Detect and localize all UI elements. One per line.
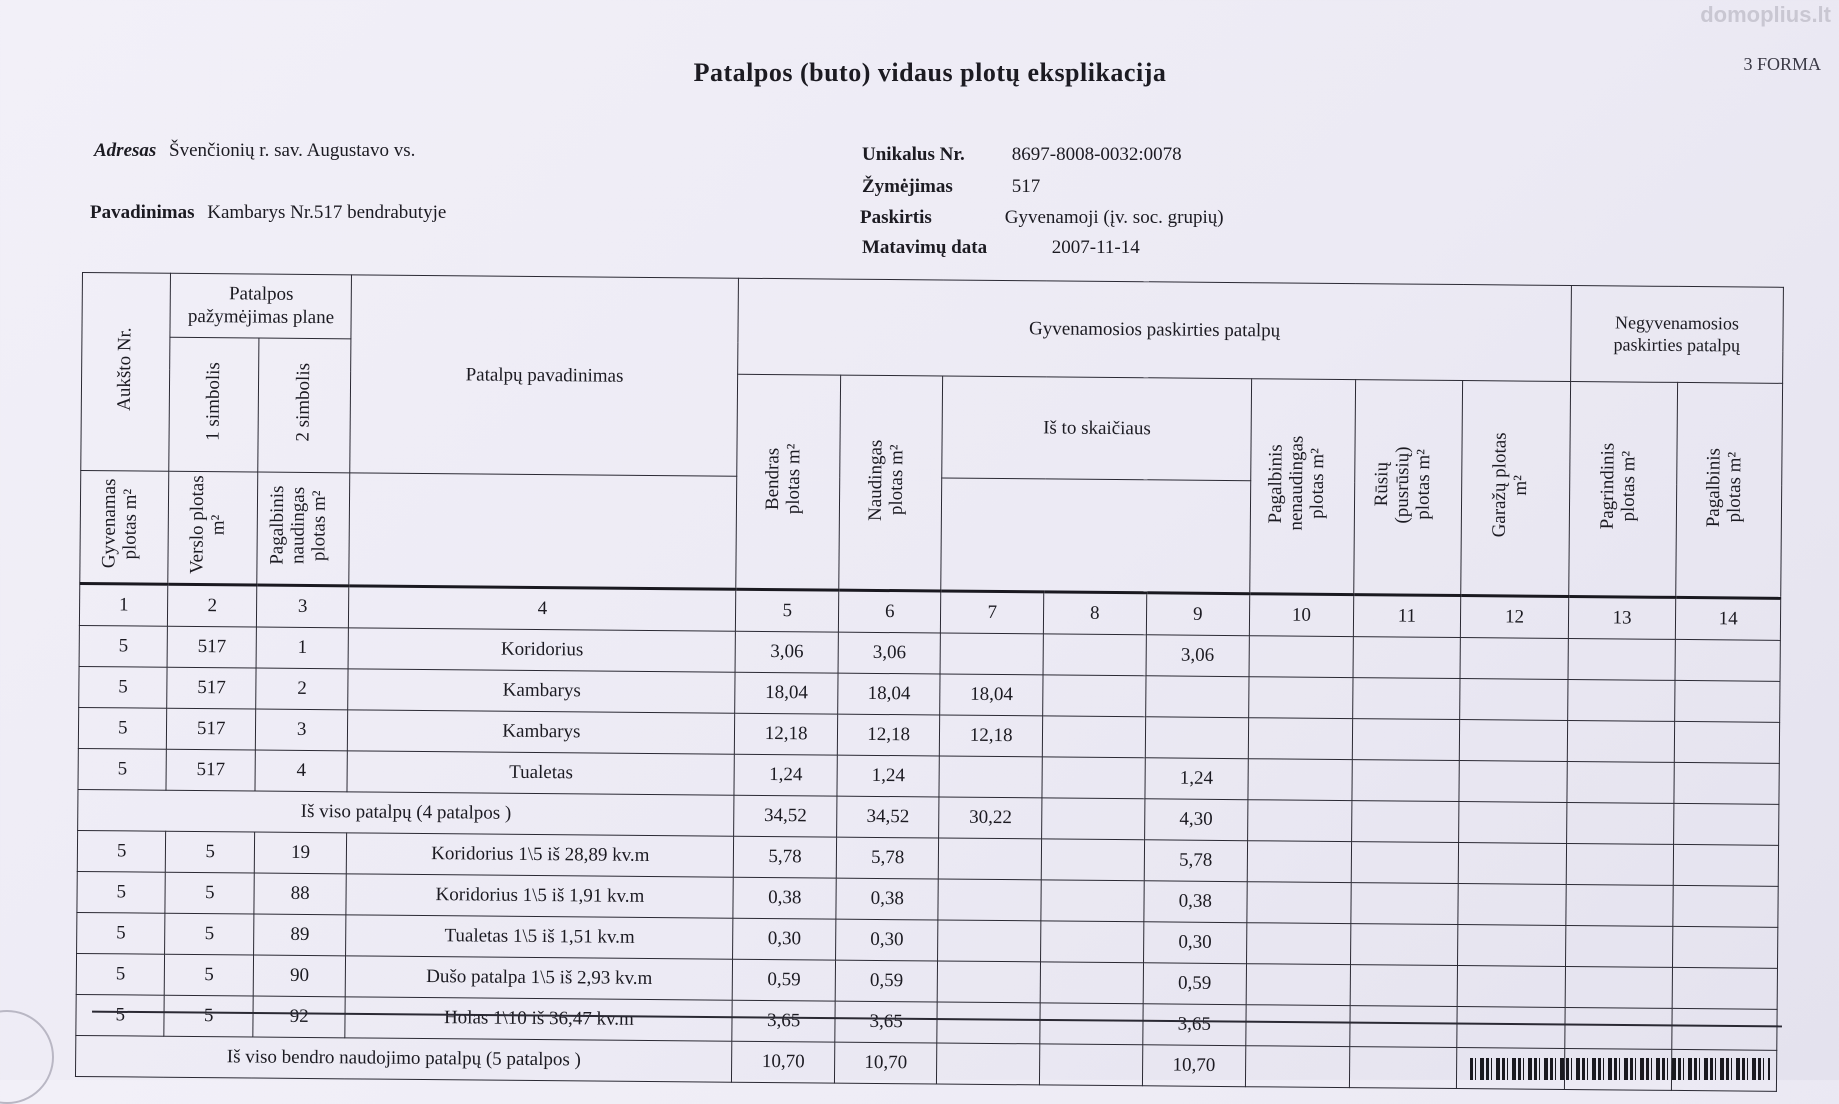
header-aux-useful: Pagalbinis naudingas plotas m² — [257, 472, 350, 586]
cell-symbol2: 90 — [253, 955, 346, 997]
cell-empty — [1246, 1005, 1350, 1047]
cell-empty — [1041, 839, 1144, 881]
marking-value: 517 — [1011, 176, 1041, 197]
cell-symbol1: 5 — [166, 831, 255, 873]
marking-label: Žymėjimas — [862, 176, 953, 197]
cell-symbol1: 5 — [165, 913, 254, 955]
cell-empty — [1245, 1046, 1349, 1088]
col-number: 7 — [941, 591, 1044, 634]
cell-empty — [1673, 926, 1778, 968]
cell-room-name: Kambarys — [348, 669, 735, 713]
cell-empty — [1567, 679, 1675, 721]
cell-symbol2: 92 — [253, 996, 346, 1038]
cell-useful: 18,04 — [838, 673, 941, 715]
cell-empty — [1042, 798, 1145, 840]
cell-symbol1: 517 — [166, 749, 255, 791]
cell-room-name: Koridorius 1\5 iš 1,91 kv.m — [346, 874, 733, 918]
header-basement: Rūsių (pusrūsių) plotas m² — [1353, 380, 1462, 596]
explication-table — [75, 272, 1784, 1092]
cell-living: 18,04 — [940, 674, 1043, 716]
cell-symbol1: 5 — [165, 954, 254, 996]
cell-useful: 1,24 — [837, 755, 940, 797]
cell-empty — [1042, 716, 1145, 758]
cell-empty — [1249, 636, 1353, 678]
cell-living — [938, 961, 1041, 1003]
cell-empty — [1674, 803, 1779, 845]
cell-empty — [1349, 1047, 1457, 1089]
document-title: Patalpos (buto) vidaus plotų eksplikacija — [693, 58, 1167, 87]
col-number: 8 — [1043, 592, 1146, 635]
header-total-area: Bendras plotas m² — [736, 374, 840, 590]
cell-aux-useful: 3,65 — [1142, 1004, 1246, 1046]
cell-empty — [1565, 1007, 1673, 1049]
cell-floor: 5 — [77, 912, 166, 954]
cell-symbol2: 3 — [255, 709, 348, 751]
cell-empty — [1567, 720, 1675, 762]
cell-floor: 5 — [79, 625, 168, 667]
cell-symbol2: 89 — [253, 914, 346, 956]
header-aux-area: Pagalbinis plotas m² — [1676, 382, 1783, 598]
header-business-area: Verslo plotas m² — [168, 471, 257, 585]
cell-empty — [1350, 965, 1458, 1007]
cell-floor: 5 — [77, 830, 166, 872]
cell-empty — [1459, 720, 1567, 762]
cell-empty — [1246, 964, 1350, 1006]
cell-symbol2: 1 — [256, 627, 349, 669]
cell-empty — [1459, 802, 1567, 844]
cell-living — [937, 1002, 1040, 1044]
col-number: 10 — [1249, 594, 1353, 637]
cell-floor: 5 — [78, 748, 167, 790]
address-label: Adresas — [94, 140, 157, 161]
cell-empty — [1460, 679, 1568, 721]
cell-living — [939, 838, 1042, 880]
cell-empty — [1458, 884, 1566, 926]
name-label: Pavadinimas — [90, 202, 195, 223]
cell-aux-useful — [1145, 676, 1249, 718]
cell-empty — [1349, 1006, 1457, 1048]
cell-room-name: Koridorius 1\5 iš 28,89 kv.m — [347, 833, 734, 877]
cell-room-name: Dušo patalpa 1\5 iš 2,93 kv.m — [346, 956, 733, 1000]
cell-empty — [1043, 675, 1146, 717]
cell-empty — [1042, 757, 1145, 799]
cell-aux-useful: 0,59 — [1143, 963, 1247, 1005]
cell-total: 0,38 — [733, 877, 836, 919]
cell-empty — [1565, 966, 1673, 1008]
stamp-icon — [0, 1010, 54, 1104]
cell-living — [939, 756, 1042, 798]
cell-empty — [1565, 925, 1673, 967]
cell-useful: 3,65 — [835, 1001, 938, 1043]
header-garage: Garažų plotas m² — [1461, 381, 1570, 597]
cell-useful: 0,30 — [835, 919, 938, 961]
cell-empty — [1566, 884, 1674, 926]
header-symbol1: 1 simbolis — [169, 337, 259, 472]
cell-empty — [1351, 842, 1459, 884]
cell-useful: 0,38 — [836, 878, 939, 920]
cell-empty — [1247, 841, 1351, 883]
header-floor: Aukšto Nr. — [81, 273, 171, 472]
cell-empty — [1353, 637, 1461, 679]
cell-living — [938, 920, 1041, 962]
unique-label: Unikalus Nr. — [862, 144, 965, 165]
cell-empty — [1568, 638, 1676, 680]
cell-total: 0,59 — [733, 959, 836, 1001]
cell-empty — [1672, 1008, 1777, 1050]
cell-total: 0,30 — [733, 918, 836, 960]
cell-aux-useful — [1145, 717, 1249, 759]
subtotal-aux-useful: 10,70 — [1142, 1045, 1246, 1087]
cell-useful: 5,78 — [836, 837, 939, 879]
cell-empty — [1674, 762, 1779, 804]
cell-total: 3,06 — [735, 631, 838, 673]
purpose-label: Paskirtis — [860, 207, 932, 228]
unique-line — [862, 144, 1182, 166]
form-label: 3 FORMA — [1743, 54, 1821, 74]
purpose-line — [860, 207, 1224, 229]
cell-total: 5,78 — [734, 836, 837, 878]
cell-total: 12,18 — [735, 713, 838, 755]
cell-aux-useful: 1,24 — [1144, 758, 1248, 800]
cell-living — [940, 633, 1043, 675]
address-value: Švenčionių r. sav. Augustavo vs. — [169, 140, 416, 161]
col-number: 13 — [1568, 596, 1676, 639]
cell-empty — [1249, 677, 1353, 719]
cell-room-name: Tualetas — [347, 751, 734, 795]
cell-empty — [1566, 843, 1674, 885]
cell-empty — [1672, 967, 1777, 1009]
header-of-which: Iš to skaičiaus — [942, 376, 1251, 481]
cell-floor: 5 — [76, 994, 165, 1036]
cell-empty — [1673, 885, 1778, 927]
cell-empty — [1248, 759, 1352, 801]
header-living-area: Gyvenamas plotas m² — [80, 470, 169, 584]
cell-empty — [1041, 921, 1144, 963]
cell-living — [938, 879, 1041, 921]
cell-floor: 5 — [78, 707, 167, 749]
name-line — [90, 202, 446, 224]
cell-empty — [1675, 721, 1780, 763]
cell-empty — [1675, 680, 1780, 722]
cell-empty — [1566, 802, 1674, 844]
cell-empty — [1458, 843, 1566, 885]
cell-empty — [1674, 844, 1779, 886]
cell-empty — [1248, 718, 1352, 760]
cell-empty — [1248, 800, 1352, 842]
cell-floor: 5 — [76, 953, 165, 995]
cell-empty — [1457, 1007, 1565, 1049]
date-line — [862, 237, 1140, 259]
cell-total: 1,24 — [734, 754, 837, 796]
cell-room-name: Koridorius — [348, 628, 735, 672]
col-number: 6 — [838, 590, 941, 633]
cell-empty — [1352, 760, 1460, 802]
unique-value: 8697-8008-0032:0078 — [1011, 144, 1182, 165]
cell-aux-useful: 0,38 — [1143, 881, 1247, 923]
col-number: 4 — [349, 586, 736, 631]
cell-empty — [1675, 639, 1780, 681]
cell-aux-useful: 3,06 — [1146, 635, 1250, 677]
cell-floor: 5 — [79, 666, 168, 708]
cell-room-name: Holas 1\10 iš 36,47 kv.m — [345, 997, 732, 1041]
cell-aux-useful: 0,30 — [1143, 922, 1247, 964]
cell-empty — [1039, 1044, 1142, 1086]
cell-symbol1: 5 — [164, 995, 253, 1037]
cell-symbol1: 517 — [167, 708, 256, 750]
cell-symbol2: 19 — [254, 832, 347, 874]
subtotal-total: 34,52 — [734, 795, 837, 837]
barcode-icon — [1470, 1058, 1770, 1080]
cell-empty — [1043, 634, 1146, 676]
col-number: 12 — [1461, 596, 1569, 639]
cell-symbol1: 517 — [167, 667, 256, 709]
cell-empty — [1350, 883, 1458, 925]
cell-total: 18,04 — [735, 672, 838, 714]
header-aux-nonuseful: Pagalbinis nenaudingas plotas m² — [1250, 379, 1355, 595]
col-number: 11 — [1353, 595, 1461, 638]
subtotal-total: 10,70 — [732, 1041, 835, 1083]
header-nonresidential-group: Negyvenamosios paskirties patalpų — [1570, 285, 1783, 383]
cell-useful: 0,59 — [835, 960, 938, 1002]
cell-empty — [1351, 801, 1459, 843]
col-number: 9 — [1146, 593, 1250, 636]
subtotal-label: Iš viso patalpų (4 patalpos ) — [78, 789, 735, 836]
date-label: Matavimų data — [862, 237, 988, 258]
cell-empty — [1567, 761, 1675, 803]
subtotal-label: Iš viso bendro naudojimo patalpų (5 patalpos ) — [75, 1035, 732, 1082]
cell-useful: 12,18 — [837, 714, 940, 756]
site-watermark: domoplius.lt — [1700, 2, 1831, 27]
subtotal-aux-useful: 4,30 — [1144, 799, 1248, 841]
cell-symbol2: 88 — [254, 873, 347, 915]
cell-symbol2: 4 — [255, 750, 348, 792]
col-number: 3 — [256, 585, 349, 628]
cell-living: 12,18 — [940, 715, 1043, 757]
header-main-area: Pagrindinis plotas m² — [1569, 381, 1678, 597]
cell-empty — [1350, 924, 1458, 966]
col-number: 5 — [736, 589, 839, 632]
date-value: 2007-11-14 — [1051, 237, 1140, 258]
subtotal-useful: 34,52 — [837, 796, 940, 838]
cell-room-name: Tualetas 1\5 iš 1,51 kv.m — [346, 915, 733, 959]
cell-empty — [1040, 962, 1143, 1004]
subtotal-useful: 10,70 — [834, 1042, 937, 1084]
cell-empty — [1247, 882, 1351, 924]
header-symbol2: 2 simbolis — [258, 338, 352, 473]
col-number: 2 — [168, 584, 257, 627]
cell-empty — [1352, 678, 1460, 720]
col-number: 1 — [79, 583, 168, 626]
header-room-name: Patalpų pavadinimas — [350, 275, 739, 476]
cell-symbol1: 517 — [168, 626, 257, 668]
cell-total: 3,65 — [732, 1000, 835, 1042]
cell-aux-useful: 5,78 — [1144, 840, 1248, 882]
cell-empty — [1247, 923, 1351, 965]
cell-empty — [1457, 966, 1565, 1008]
subtotal-living — [937, 1043, 1040, 1085]
cell-empty — [1459, 761, 1567, 803]
marking-line — [862, 176, 1040, 198]
cell-symbol1: 5 — [165, 872, 254, 914]
cell-symbol2: 2 — [256, 668, 349, 710]
cell-room-name: Kambarys — [348, 710, 735, 754]
header-marking-group: Patalpos pažymėjimas plane — [170, 273, 351, 339]
cell-empty — [1041, 880, 1144, 922]
cell-empty — [1352, 719, 1460, 761]
name-value: Kambarys Nr.517 bendrabutyje — [207, 202, 447, 223]
address-line — [94, 140, 415, 162]
header-useful-area: Naudingas plotas m² — [839, 375, 943, 591]
cell-empty — [1460, 638, 1568, 680]
purpose-value: Gyvenamoji (įv. soc. grupių) — [1004, 207, 1224, 228]
subtotal-living: 30,22 — [939, 797, 1042, 839]
cell-floor: 5 — [77, 871, 166, 913]
col-number: 14 — [1676, 597, 1781, 640]
header-residential-group: Gyvenamosios paskirties patalpų — [738, 278, 1571, 381]
cell-empty — [1458, 925, 1566, 967]
cell-empty — [1040, 1003, 1143, 1045]
cell-useful: 3,06 — [838, 632, 941, 674]
